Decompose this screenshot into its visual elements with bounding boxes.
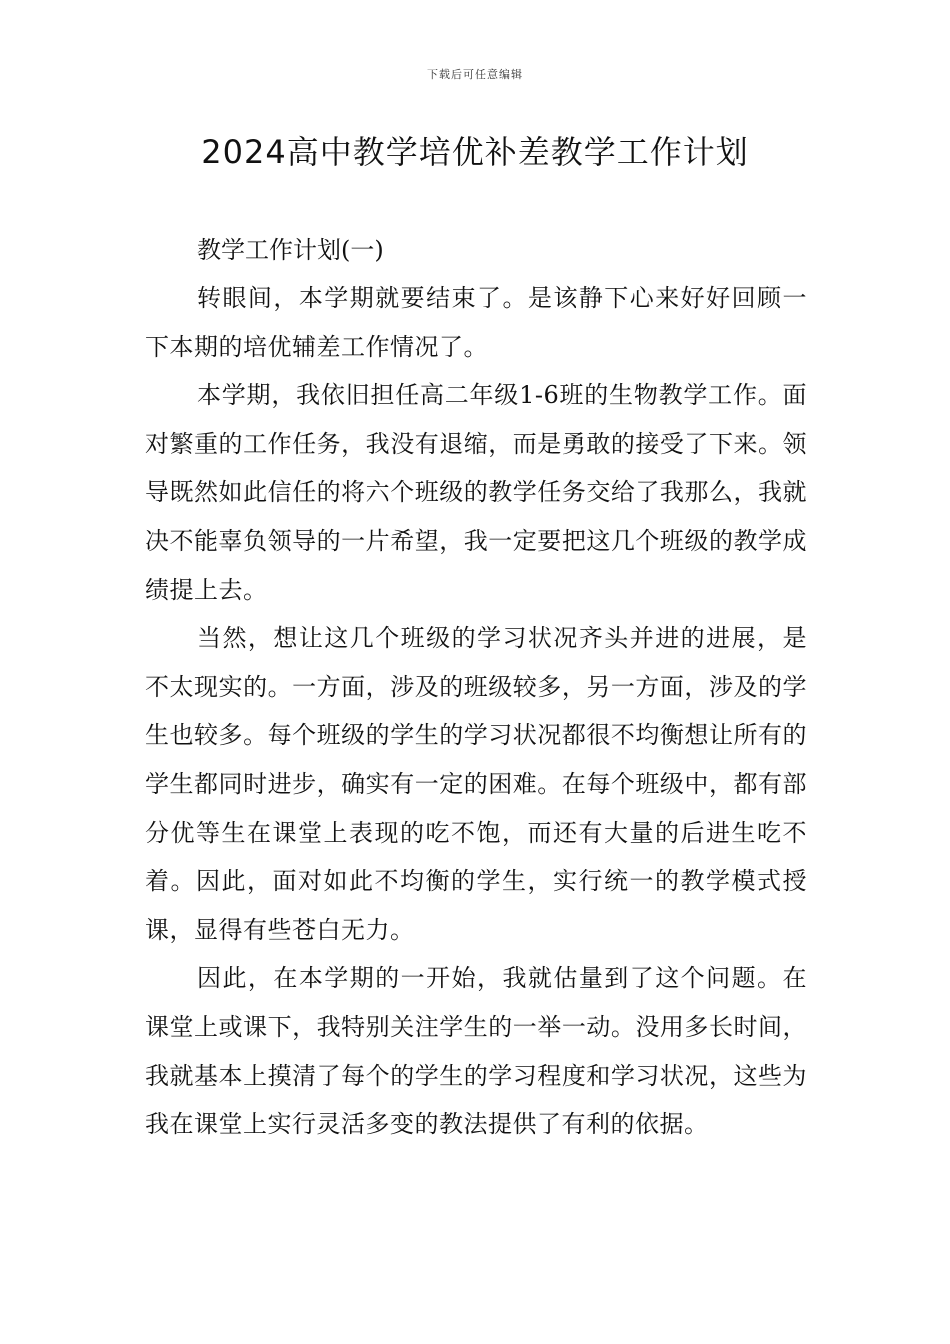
paragraph: 本学期，我依旧担任高二年级1-6班的生物教学工作。面对繁重的工作任务，我没有退缩，而是勇敢的接受了下来。领导既然如此信任的将六个班级的教学任务交给了我那么，我就决不能辜负领导的一片希望，我一定要把这几个班级的教学成绩提上去。 bbox=[145, 381, 807, 604]
paragraph: 因此，在本学期的一开始，我就估量到了这个问题。在课堂上或课下，我特别关注学生的一举一动。没用多长时间，我就基本上摸清了每个的学生的学习程度和学习状况，这些为我在课堂上实行灵活多变的教法提供了有利的依据。 bbox=[145, 964, 807, 1139]
paragraph: 当然，想让这几个班级的学习状况齐头并进的进展，是不太现实的。一方面，涉及的班级较多，另一方面，涉及的学生也较多。每个班级的学生的学习状况都很不均衡想让所有的学生都同时进步，确实有一定的困难。在每个班级中，都有部分优等生在课堂上表现的吃不饱，而还有大量的后进生吃不着。因此，面对如此不均衡的学生，实行统一的教学模式授课，显得有些苍白无力。 bbox=[145, 624, 807, 944]
paragraph: 转眼间，本学期就要结束了。是该静下心来好好回顾一下本期的培优辅差工作情况了。 bbox=[145, 284, 807, 361]
document-title: 2024高中教学培优补差教学工作计划 bbox=[201, 133, 749, 171]
header-note: 下载后可任意编辑 bbox=[427, 68, 523, 81]
section-heading: 教学工作计划(一) bbox=[197, 236, 384, 264]
document-body bbox=[145, 226, 807, 1149]
